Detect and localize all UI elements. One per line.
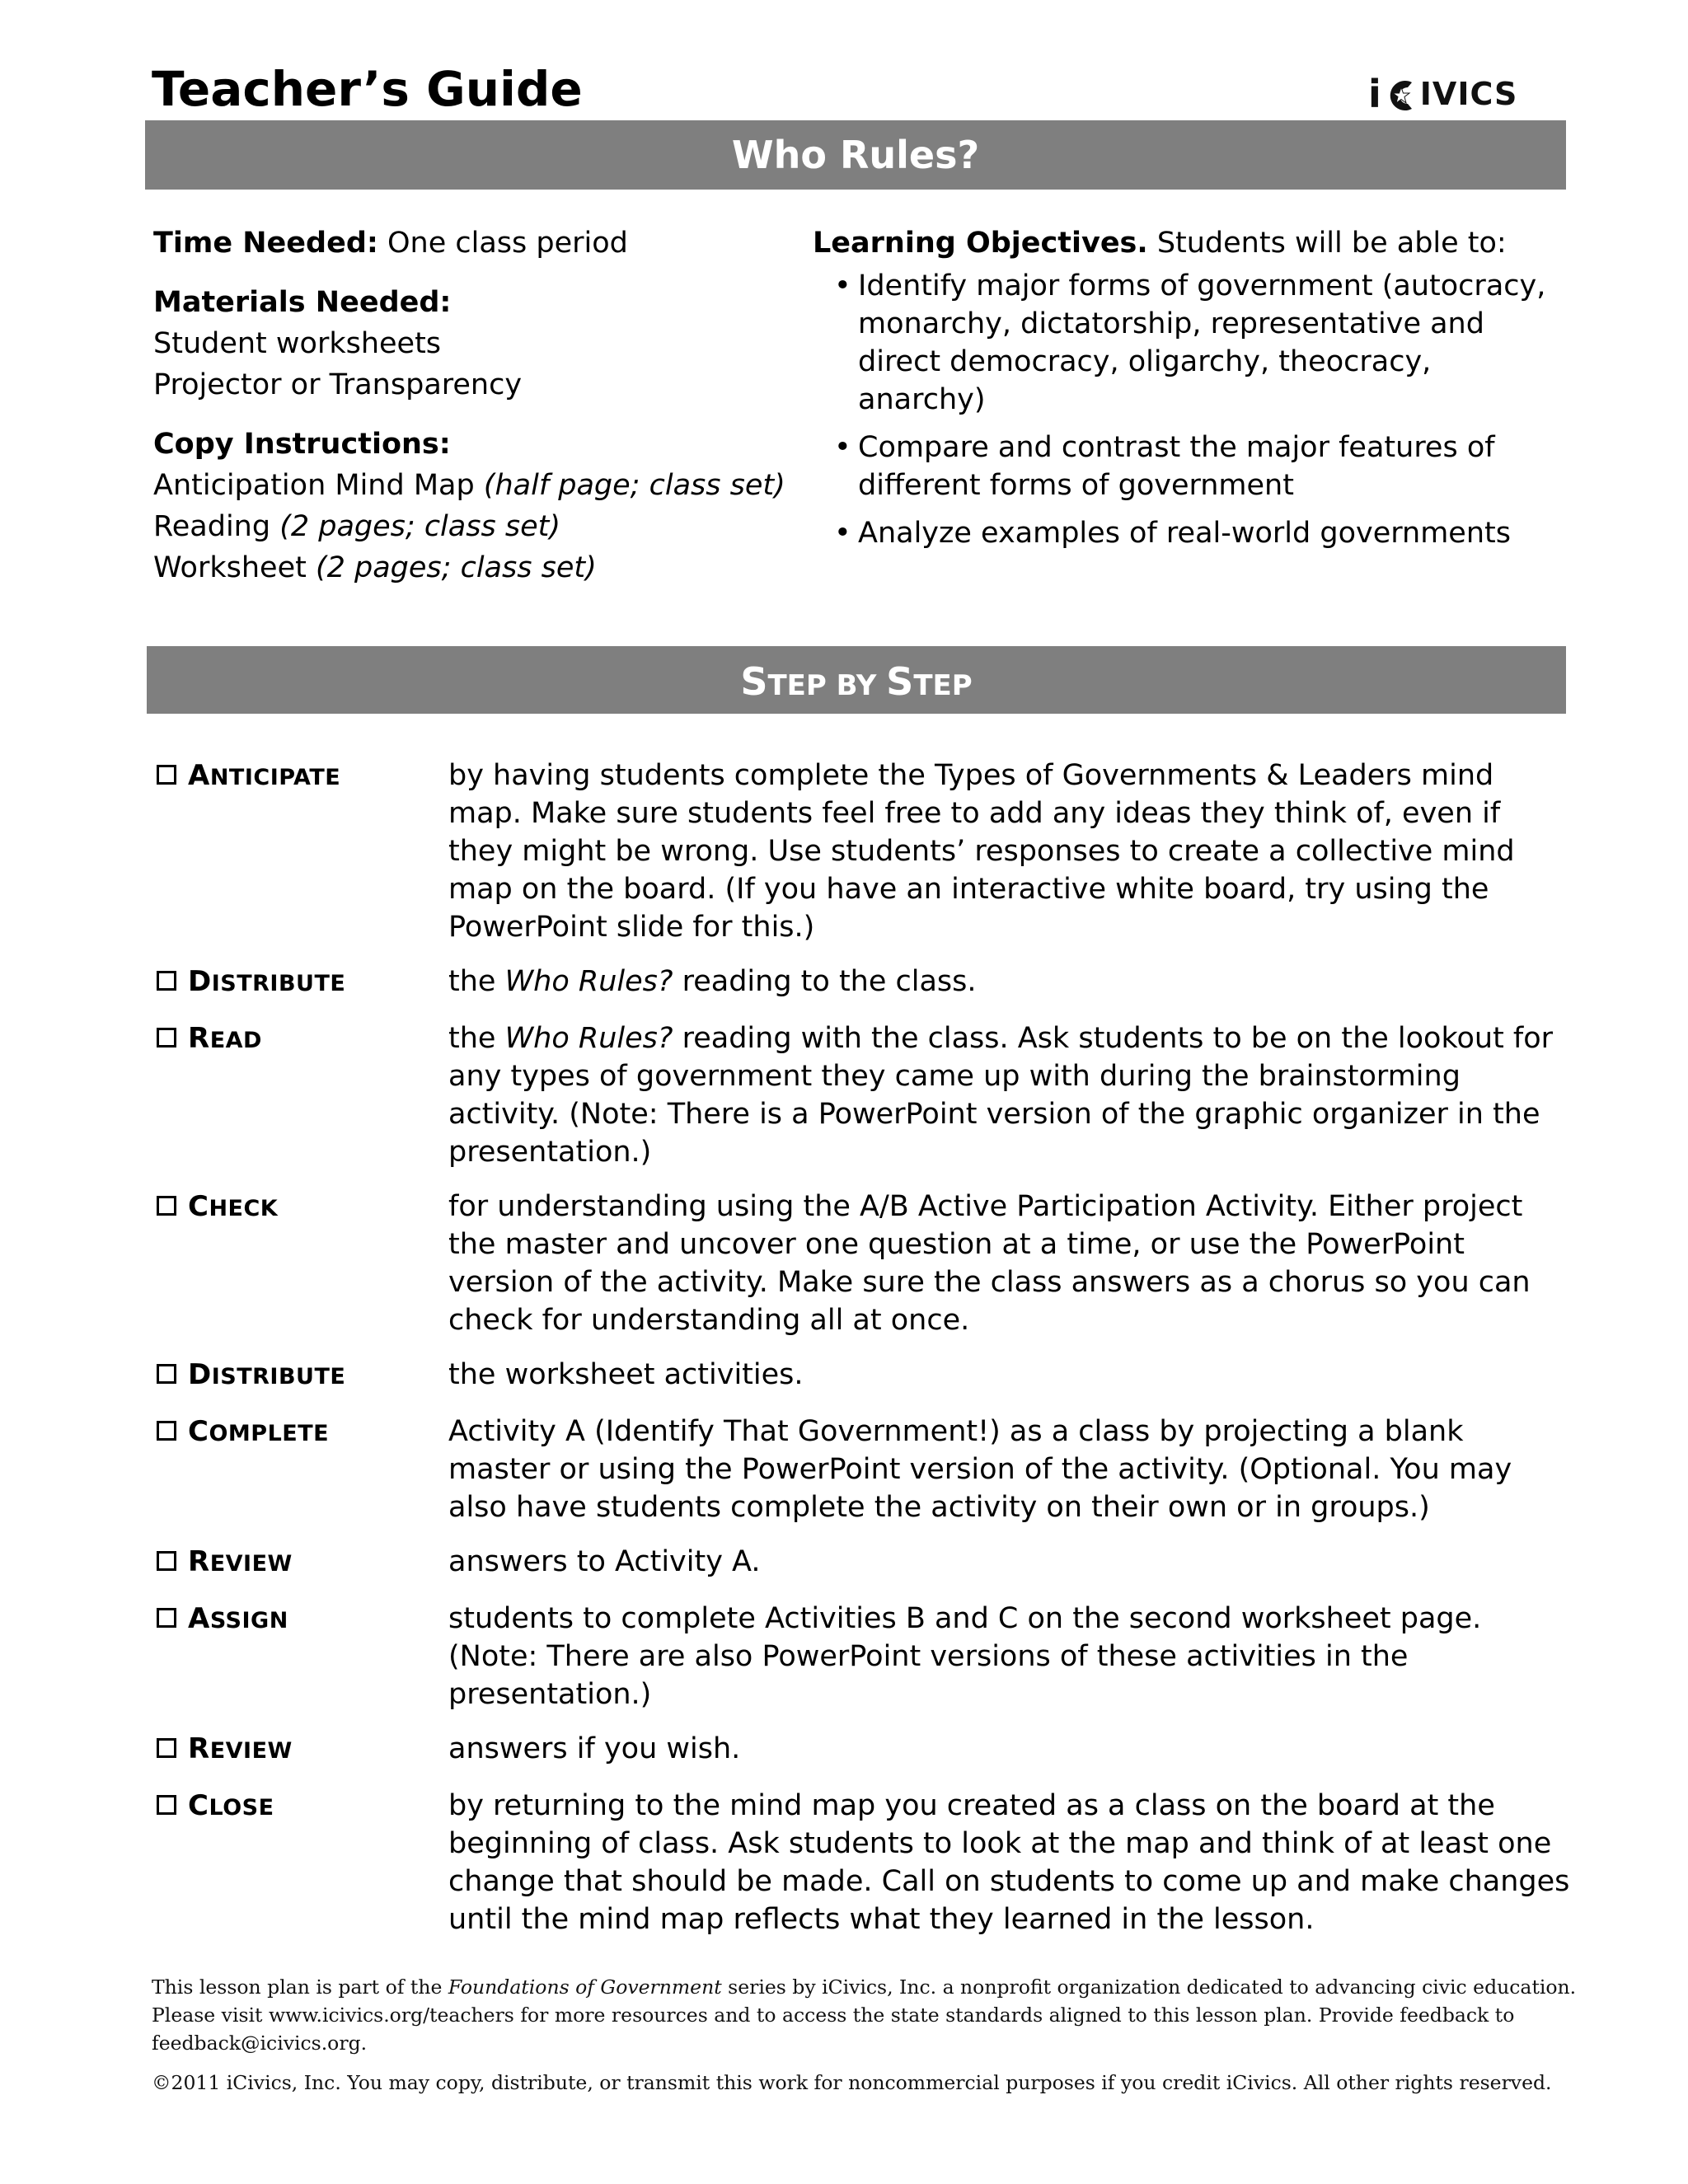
step-item: [153, 1600, 1571, 1713]
step-item: [153, 1019, 1571, 1171]
icivics-logo: i IVICS: [1368, 72, 1518, 116]
materials-label: Materials Needed:: [153, 286, 452, 319]
star-icon: [1384, 76, 1418, 112]
step-item: [153, 1356, 1571, 1396]
step-verb: CHECK: [188, 1190, 279, 1223]
step-description: for understanding using the A/B Active Participation Activity. Either project the master and uncover one question at a time, or use the PowerPoint version of the activity. Make sure the class answers as a chorus so you can check for understanding all at once.: [448, 1190, 1531, 1337]
lesson-title-banner: Who Rules?: [145, 120, 1566, 190]
step-description: by having students complete the Types of Governments & Leaders mind map. Make sure students feel free to add any ideas they think of, even if they might be wrong. Use students’ responses to create a collective mind map on the board. (If you have an interactive white board, try using the PowerPoint slide for this.): [448, 759, 1515, 944]
copy-instruction-item: Worksheet (2 pages; class set): [153, 551, 597, 584]
step-verb: DISTRIBUTE: [188, 1358, 346, 1391]
materials-item: Student worksheets: [153, 327, 442, 360]
step-description: Activity A (Identify That Government!) as a class by projecting a blank master or using the PowerPoint version of the activity. (Optional. You may also have students complete the activity on their own or in groups.): [448, 1415, 1512, 1524]
checkbox-icon: [157, 1196, 176, 1216]
objective-item: • Analyze examples of real-world governments: [813, 514, 1554, 552]
checkbox-icon: [157, 1028, 176, 1047]
checkbox-icon: [157, 765, 176, 785]
step-item: [153, 1188, 1571, 1339]
learning-objectives-heading: Learning Objectives. Students will be able to:: [813, 227, 1507, 260]
objective-item: • Identify major forms of government (autocracy, monarchy, dictatorship, representative and direct democracy, oligarchy, theocracy, anarchy): [813, 267, 1554, 419]
step-verb: REVIEW: [188, 1545, 293, 1578]
step-description: answers to Activity A.: [448, 1545, 761, 1578]
step-by-step-banner: STEP BY STEP: [147, 646, 1566, 714]
step-description: the worksheet activities.: [448, 1358, 804, 1391]
checkbox-icon: [157, 1364, 176, 1384]
step-verb: ANTICIPATE: [188, 759, 341, 792]
steps-list: [153, 757, 1571, 1955]
step-verb: COMPLETE: [188, 1415, 330, 1448]
step-verb: READ: [188, 1022, 262, 1055]
checkbox-icon: [157, 1551, 176, 1571]
step-verb: ASSIGN: [188, 1602, 288, 1635]
step-description: students to complete Activities B and C on the second worksheet page. (Note: There are also PowerPoint versions of these activities in the presentation.): [448, 1602, 1482, 1711]
checkbox-icon: [157, 1795, 176, 1815]
materials-item: Projector or Transparency: [153, 368, 523, 401]
checkbox-icon: [157, 1421, 176, 1441]
lesson-requirements: [153, 223, 813, 588]
time-needed: Time Needed: One class period: [153, 227, 628, 260]
learning-objectives: [813, 223, 1554, 562]
step-verb: DISTRIBUTE: [188, 965, 346, 998]
copy-instruction-item: Reading (2 pages; class set): [153, 510, 560, 543]
step-description: answers if you wish.: [448, 1732, 741, 1765]
step-item: [153, 1413, 1571, 1526]
step-item: [153, 1543, 1571, 1583]
step-item: [153, 963, 1571, 1003]
page-title: Teacher’s Guide: [152, 61, 583, 117]
step-verb: CLOSE: [188, 1789, 274, 1822]
footer: [152, 1973, 1586, 2097]
copy-instructions-label: Copy Instructions:: [153, 428, 451, 461]
copyright-notice: ©2011 iCivics, Inc. You may copy, distribute, or transmit this work for noncommercial purposes if you credit iCivics. All other rights reserved.: [152, 2071, 1552, 2094]
step-item: [153, 757, 1571, 946]
step-description: the Who Rules? reading to the class.: [448, 965, 977, 998]
checkbox-icon: [157, 1738, 176, 1758]
copy-instruction-item: Anticipation Mind Map (half page; class set): [153, 469, 785, 502]
checkbox-icon: [157, 971, 176, 991]
step-item: [153, 1730, 1571, 1770]
step-verb: REVIEW: [188, 1732, 293, 1765]
step-description: by returning to the mind map you created as a class on the board at the beginning of class. Ask students to look at the map and think of at least one change that should be made. Call on students to come up and make changes until the mind map reflects what they learned in the lesson.: [448, 1789, 1570, 1936]
checkbox-icon: [157, 1608, 176, 1628]
step-description: the Who Rules? reading with the class. Ask students to be on the lookout for any types of government they came up with during the brainstorming activity. (Note: There is a PowerPoint version of the graphic organizer in the presentation.): [448, 1022, 1554, 1169]
step-item: [153, 1787, 1571, 1938]
footer-note: This lesson plan is part of the Foundations of Government series by iCivics, Inc. a nonprofit organization dedicated to advancing civic education. Please visit www.icivics.org/teachers for more resources and to access the state standards aligned to this lesson plan. Provide feedback to feedback@icivics.org.: [152, 1975, 1577, 2055]
objective-item: • Compare and contrast the major features of different forms of government: [813, 429, 1554, 504]
